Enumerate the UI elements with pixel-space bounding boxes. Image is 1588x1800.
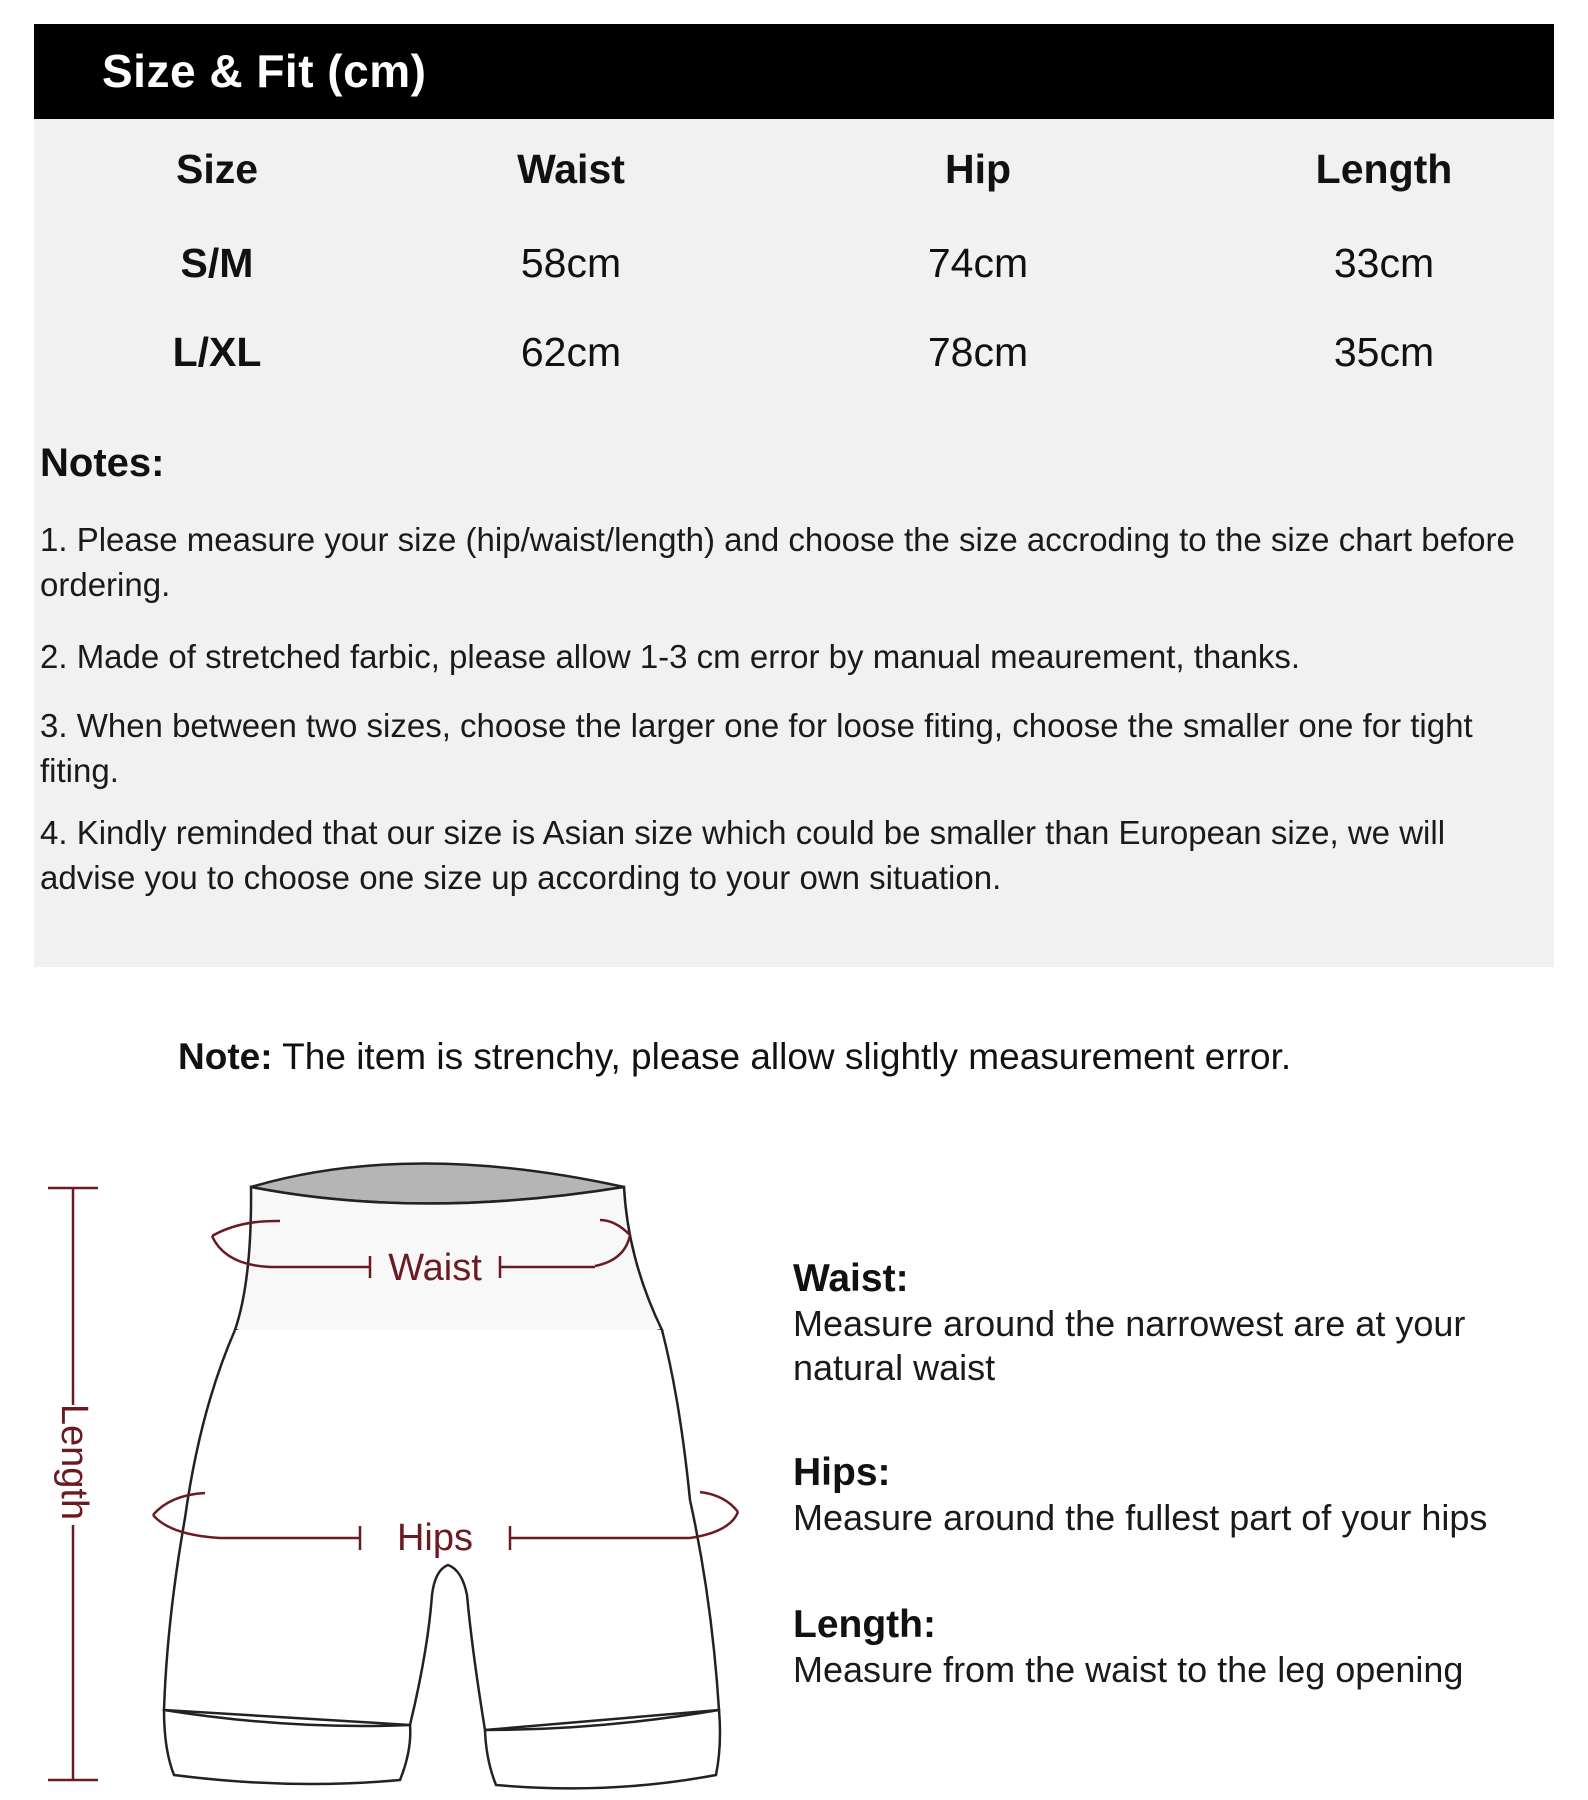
waist-cell: 58cm (520, 240, 622, 286)
hip-cell: 74cm (927, 240, 1029, 286)
stretch-note-text: The item is strenchy, please allow slightly measurement error. (272, 1036, 1292, 1077)
header-bar (34, 24, 1554, 119)
notes-heading: Notes: (40, 441, 165, 485)
waist-description: Measure around the narrowest are at your natural waist (793, 1303, 1466, 1388)
hips-label: Hips (396, 1517, 474, 1559)
stretch-note-label: Note: (178, 1036, 273, 1077)
length-title: Length: (793, 1603, 936, 1646)
length-description: Measure from the waist to the leg opening (793, 1649, 1464, 1690)
size-chart-panel (34, 119, 1554, 967)
size-cell: S/M (180, 240, 254, 286)
stretch-note (178, 1036, 1291, 1078)
hips-instructions (793, 1450, 1563, 1540)
column-header-waist: Waist (517, 146, 625, 192)
page-title: Size & Fit (cm) (102, 45, 427, 97)
waist-title: Waist: (793, 1257, 909, 1300)
hips-description: Measure around the fullest part of your hips (793, 1497, 1488, 1538)
note-item: 1. Please measure your size (hip/waist/length) and choose the size accroding to the size chart before ordering. (40, 521, 1515, 603)
table-row (34, 322, 1554, 382)
hip-cell: 78cm (927, 329, 1029, 375)
column-header-size: Size (175, 146, 259, 192)
hips-title: Hips: (793, 1451, 891, 1494)
shorts-measurement-diagram (40, 1150, 760, 1800)
waist-label: Waist (388, 1247, 482, 1289)
length-cell: 35cm (1333, 329, 1435, 375)
column-header-hip: Hip (944, 146, 1012, 192)
note-item: 2. Made of stretched farbic, please allow 1-3 cm error by manual meaurement, thanks. (40, 638, 1301, 675)
table-row (34, 233, 1554, 293)
waist-instructions (793, 1256, 1563, 1390)
note-item: 3. When between two sizes, choose the larger one for loose fiting, choose the smaller one for tight fiting. (40, 707, 1473, 789)
length-label: Length (53, 1403, 95, 1521)
note-item: 4. Kindly reminded that our size is Asian size which could be smaller than European size, we will advise you to choose one size up according to your own situation. (40, 814, 1446, 896)
waist-cell: 62cm (520, 329, 622, 375)
length-cell: 33cm (1333, 240, 1435, 286)
table-header-row (34, 139, 1554, 199)
length-instructions (793, 1602, 1563, 1692)
column-header-length: Length (1315, 146, 1453, 192)
size-cell: L/XL (172, 329, 262, 375)
notes-list (40, 517, 1530, 927)
